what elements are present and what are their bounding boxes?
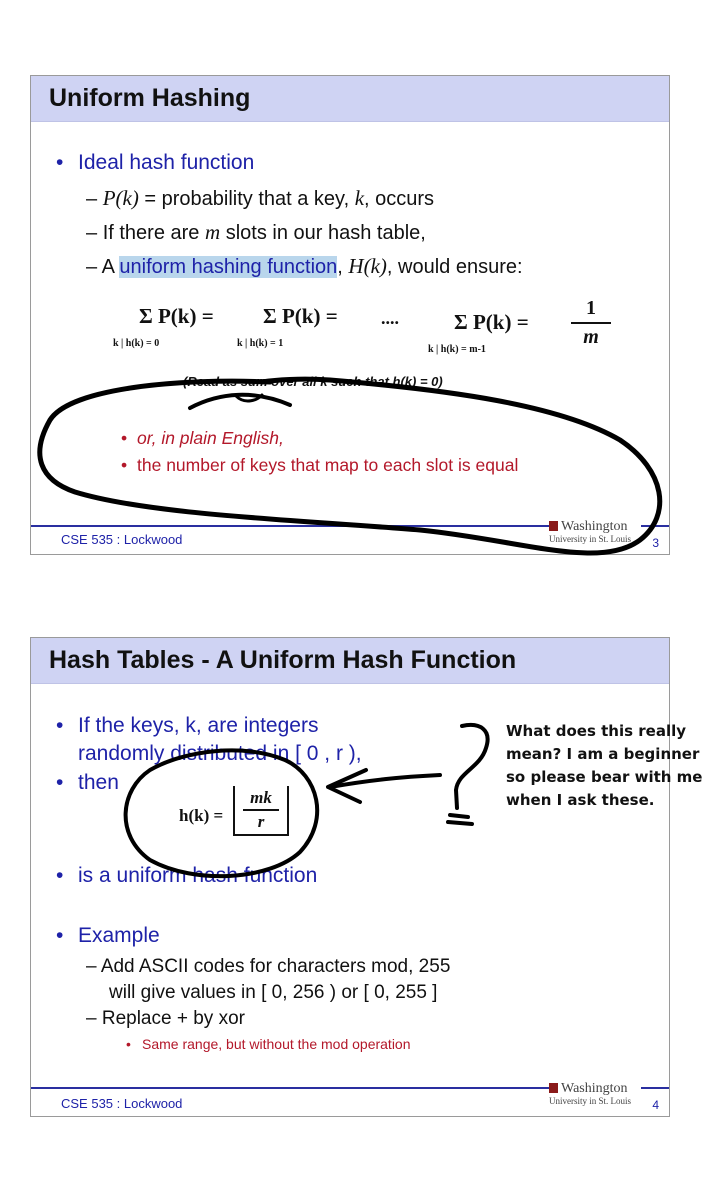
bullet-text: Example [78,924,160,947]
fraction-bar [243,809,279,811]
bullet-keys-integers-line2: randomly distributed in [ 0 , r ), [78,742,362,765]
footer-course: CSE 535 : Lockwood [61,1096,183,1111]
ellipsis: .... [381,308,399,328]
bullet-example: • Example [56,924,160,947]
red-bullet-same-range: • Same range, but without the mod operation [126,1036,411,1052]
text: Replace + by xor [101,1008,245,1029]
fraction-denominator: r [257,812,265,831]
footer-course: CSE 535 : Lockwood [61,532,183,547]
note-line: What does this really [506,722,686,740]
sum-subscript-m-1: k | h(k) = m-1 [428,344,486,355]
bullet-text: is a uniform hash function [78,864,318,887]
slide-title: Hash Tables - A Uniform Hash Function [49,646,517,674]
handwritten-question [506,720,702,812]
logo-wordmark [549,519,628,535]
math-k: k [354,186,365,210]
text: = probability that a key, [138,188,355,210]
page-number: 3 [652,536,659,550]
text: , occurs [364,188,435,210]
fraction-numerator: mk [250,788,272,807]
read-as-note: (Read as sum over all k such that h(k) = 0) [183,374,443,389]
bullet-text: Ideal hash function [78,151,255,174]
slide-uniform-hash-function [30,637,670,1117]
logo-subtext: University in St. Louis [549,534,632,544]
text: slots in our hash table, [220,222,426,244]
fraction-mk-over-r [243,788,279,832]
logo-subtext: University in St. Louis [549,1096,632,1106]
math-Hk: H(k) [348,254,387,278]
text: A [101,256,120,278]
sum-subscript-1: k | h(k) = 1 [237,338,284,349]
text: , [337,256,349,278]
logo-text: Washington [561,1081,628,1096]
slide-uniform-hashing [30,75,670,555]
sum-term-1: Σ P(k) = [263,304,338,328]
bullet-is-uniform: • is a uniform hash function [56,864,318,887]
sub-bullet-slots: – If there are m slots in our hash table, [86,220,426,244]
text: , would ensure: [386,256,523,278]
fraction-bar [571,322,611,324]
sum-term-0: Σ P(k) = [139,304,214,328]
red-text: or, in plain English, [137,428,284,448]
highlighted-term: uniform hashing function [119,256,338,278]
red-bullet-keys-equal: • the number of keys that map to each slot is equal [121,455,519,475]
title-bar [31,76,669,122]
red-text: Same range, but without the mod operation [142,1036,411,1052]
fraction-numerator: 1 [586,297,596,319]
bullet-ideal-hash: • Ideal hash function [56,151,255,174]
math-pk: P(k) [102,186,139,210]
red-bullet-plain-english: • or, in plain English, [121,428,284,448]
bullet-then: • then [56,771,119,794]
page-number: 4 [652,1098,659,1112]
bullet-text: then [78,771,119,794]
sub-bullet-uniform-function: – A uniform hashing function, H(k), would ensure: [86,254,523,278]
red-text: the number of keys that map to each slot is equal [137,455,519,475]
note-line: so please bear with me [506,768,703,786]
fraction-denominator: m [583,326,599,348]
sum-term-m-1: Σ P(k) = [454,310,529,334]
note-line: mean? I am a beginner [506,745,700,763]
slide-title: Uniform Hashing [49,84,251,112]
bullet-keys-integers: • If the keys, k, are integers [56,714,319,737]
sub-bullet-xor: – Replace + by xor [86,1008,245,1029]
logo-text: Washington [561,519,628,534]
text: Add ASCII codes for characters mod, 255 [100,956,451,977]
shield-icon [549,521,558,531]
sub-bullet-ascii-line2: will give values in [ 0, 256 ) or [ 0, 255 ] [109,982,438,1003]
bullet-text: If the keys, k, are integers [78,714,319,737]
note-line: when I ask these. [506,791,655,809]
fraction-one-over-m [571,296,611,348]
university-logo [549,519,641,549]
math-m: m [204,220,221,244]
formula-lhs: h(k) = [179,806,224,825]
university-logo [549,1081,641,1111]
logo-wordmark [549,1081,628,1097]
sub-bullet-probability: – P(k) = probability that a key, k, occurs [86,186,435,210]
sub-bullet-ascii: – Add ASCII codes for characters mod, 255 [86,956,451,977]
sum-subscript-0: k | h(k) = 0 [113,338,160,349]
title-bar [31,638,669,684]
text: If there are [102,222,205,244]
shield-icon [549,1083,558,1093]
